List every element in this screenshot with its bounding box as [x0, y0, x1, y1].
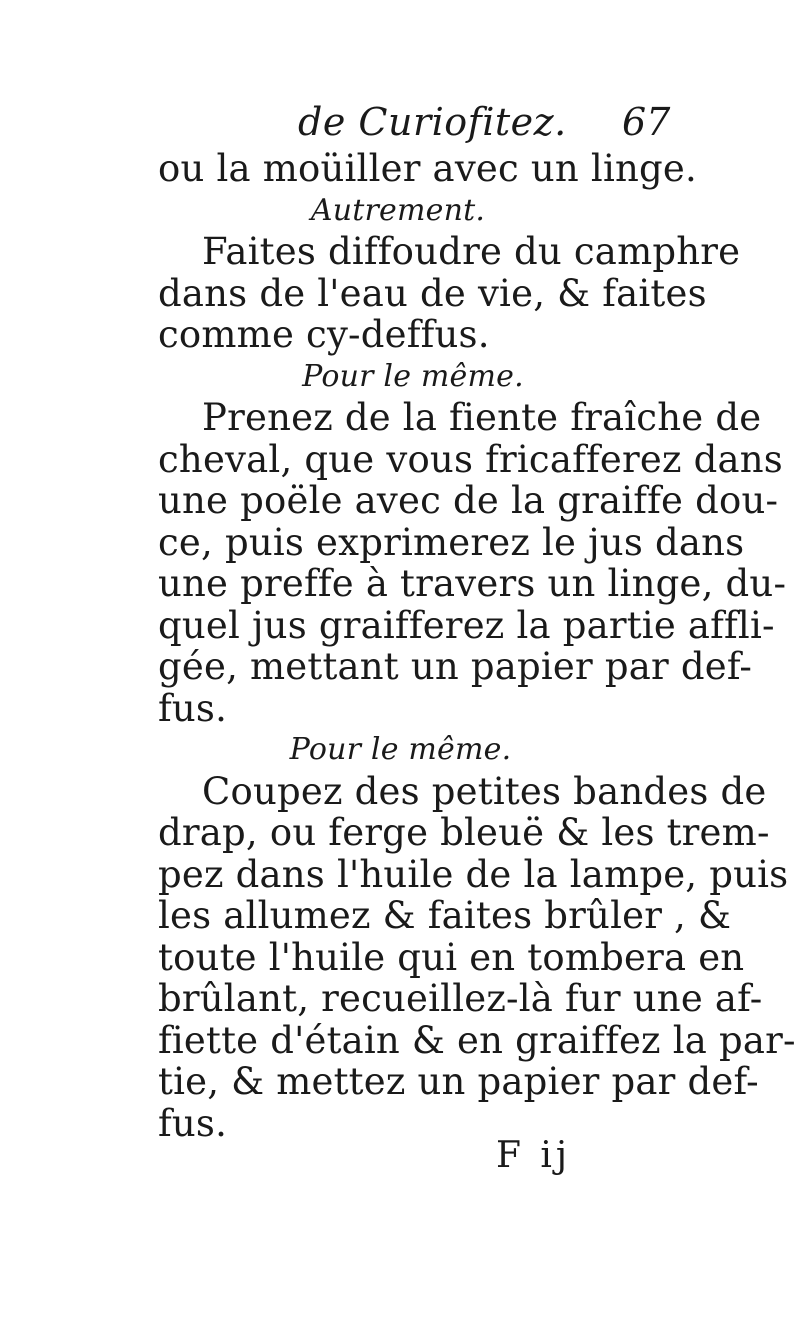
text-line: fiette d'étain & en graiffez la par-	[158, 1018, 796, 1062]
text-line: tie, & mettez un papier par def-	[158, 1060, 759, 1103]
section-heading: Pour le même.	[302, 358, 524, 394]
text-line: cheval, que vous fricafferez dans	[158, 437, 783, 481]
text-line: Faites diffoudre du camphre	[202, 230, 741, 273]
running-head	[0, 100, 800, 150]
text-line: ce, puis exprimerez le jus dans	[158, 520, 745, 564]
text-line: les allumez & faites brûler , &	[158, 894, 732, 937]
text-line: drap, ou ferge bleuë & les trem-	[158, 811, 770, 854]
text-line: fus.	[158, 686, 228, 730]
text-line: gée, mettant un papier par def-	[158, 645, 753, 688]
section-heading: Pour le même.	[289, 732, 512, 767]
body-text	[158, 147, 796, 1145]
text-line: Coupez des petites bandes de	[202, 769, 767, 813]
text-line: dans de l'eau de vie, & faites	[158, 271, 707, 315]
text-line: une poële avec de la graiffe dou-	[158, 479, 779, 522]
text-line: ou la moüiller avec un linge.	[158, 147, 697, 190]
text-line: comme cy-deffus.	[158, 313, 490, 356]
text-line: quel jus graifferez la partie affli-	[158, 603, 775, 647]
signature-mark: F ij	[496, 1135, 572, 1176]
text-line: toute l'huile qui en tombera en	[158, 935, 745, 979]
text-line: pez dans l'huile de la lampe, puis	[158, 852, 789, 896]
text-line: fus.	[158, 1101, 228, 1145]
running-head-title: de Curiofitez.	[298, 100, 567, 144]
text-line: une preffe à travers un linge, du-	[158, 562, 787, 605]
page-number: 67	[622, 100, 671, 144]
text-line: Prenez de la fiente fraîche de	[202, 396, 762, 439]
section-heading: Autrement.	[310, 192, 486, 228]
text-line: brûlant, recueillez-là fur une af-	[158, 977, 763, 1020]
